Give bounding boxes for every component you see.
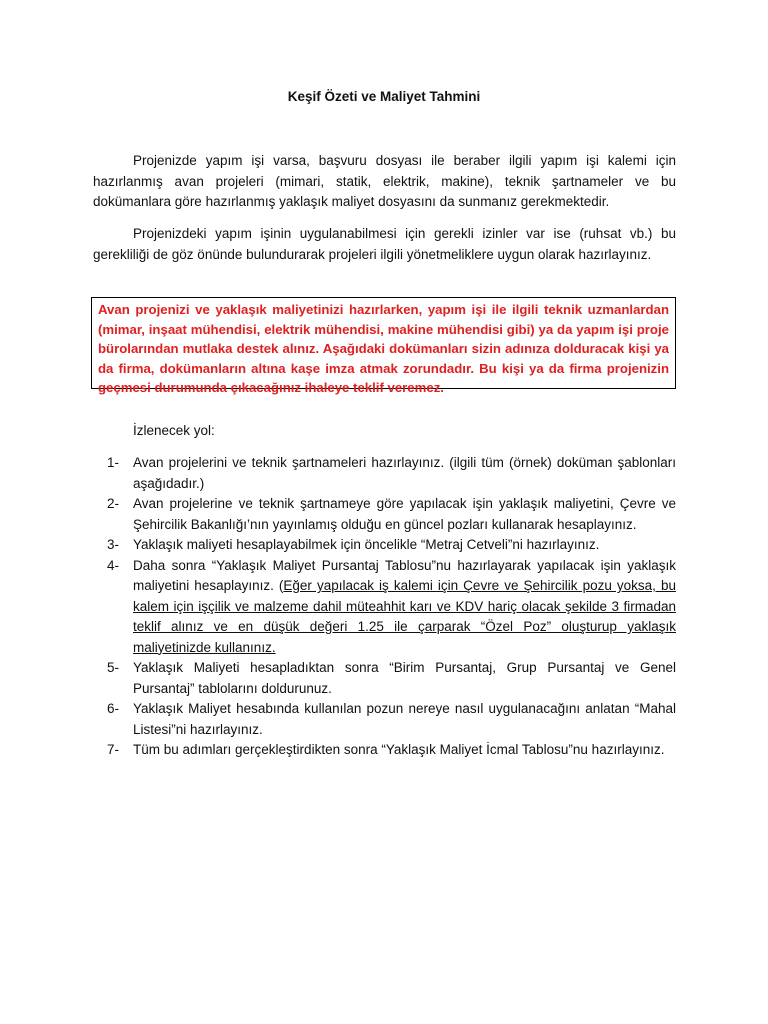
- steps-list: [93, 453, 676, 761]
- step-text: Avan projelerine ve teknik şartnameye göre yapılacak işin yaklaşık maliyetini, Çevre ve Şehircilik Bakanlığı’nın yayınlamış olduğu en güncel pozları kullanarak hesaplayınız.: [133, 496, 676, 532]
- list-item: [93, 556, 676, 659]
- list-item: [93, 740, 676, 761]
- step-number: 7-: [107, 742, 120, 757]
- list-item: [93, 658, 676, 699]
- step-text: Tüm bu adımları gerçekleştirdikten sonra “Yaklaşık Maliyet İcmal Tablosu”nu hazırlayınız.: [133, 742, 665, 757]
- list-item: [93, 699, 676, 740]
- step-number: 5-: [107, 660, 120, 675]
- list-item: [93, 494, 676, 535]
- step-text: Daha sonra “Yaklaşık Maliyet Pursantaj Tablosu”nu hazırlayarak yapılacak işin yaklaşık maliyetini hesaplayınız. (: [133, 557, 676, 593]
- step-number: 6-: [107, 701, 120, 716]
- step-number: 3-: [107, 537, 120, 552]
- step-text: Yaklaşık maliyeti hesaplayabilmek için öncelikle “Metraj Cetveli”ni hazırlayınız.: [133, 537, 600, 552]
- paragraph-permits: Projenizdeki yapım işinin uygulanabilmesi için gerekli izinler var ise (ruhsat vb.) bu gerekliliği de göz önünde bulundurarak projeleri ilgili yönetmeliklere uygun olarak hazırlayınız.: [93, 226, 676, 262]
- list-item: [93, 535, 676, 556]
- step-underlined-note: Eğer yapılacak iş kalemi için Çevre ve Şehircilik pozu yoksa, bu kalem için işçilik ve malzeme dahil müteahhit karı ve KDV hariç olacak şekilde 3 firmadan teklif alınız ve en düşük değeri 1.25 ile çarparak “Özel Poz” oluşturup yaklaşık maliyetinizde kullanınız.: [133, 578, 676, 655]
- step-number: 1-: [107, 455, 120, 470]
- step-number: 2-: [107, 496, 120, 511]
- list-item: [93, 453, 676, 494]
- steps-heading: İzlenecek yol:: [133, 423, 215, 438]
- step-number: 4-: [107, 557, 120, 573]
- step-text: Yaklaşık Maliyet hesabında kullanılan pozun nereye nasıl uygulanacağını anlatan “Mahal Listesi”ni hazırlayınız.: [133, 701, 676, 737]
- paragraph-intro: Projenizde yapım işi varsa, başvuru dosyası ile beraber ilgili yapım işi kalemi için hazırlanmış avan projeleri (mimari, statik, elektrik, makine), teknik şartnameler ve bu dokümanlara göre hazırlanmış yaklaşık maliyet dosyasını da sunmanız gerekmektedir.: [93, 153, 676, 209]
- document-title: Keşif Özeti ve Maliyet Tahmini: [287, 89, 481, 104]
- warning-box: Avan projenizi ve yaklaşık maliyetinizi hazırlarken, yapım işi ile ilgili teknik uzmanlardan (mimar, inşaat mühendisi, elektrik mühendisi, makine mühendisi gibi) ya da yapım işi proje bürolarından mutlaka destek alınız. Aşağıdaki dokümanları sizin adınıza dolduracak kişi ya da firma, dokümanların altına kaşe imza atmak zorundadır. Bu kişi ya da firma projenizin geçmesi durumunda çıkacağınız ihaleye teklif veremez.: [91, 297, 676, 389]
- step-text: Avan projelerini ve teknik şartnameleri hazırlayınız. (ilgili tüm (örnek) doküman şablonları aşağıdadır.): [133, 455, 676, 491]
- step-text: Yaklaşık Maliyeti hesapladıktan sonra “Birim Pursantaj, Grup Pursantaj ve Genel Pursantaj” tablolarını doldurunuz.: [133, 660, 676, 696]
